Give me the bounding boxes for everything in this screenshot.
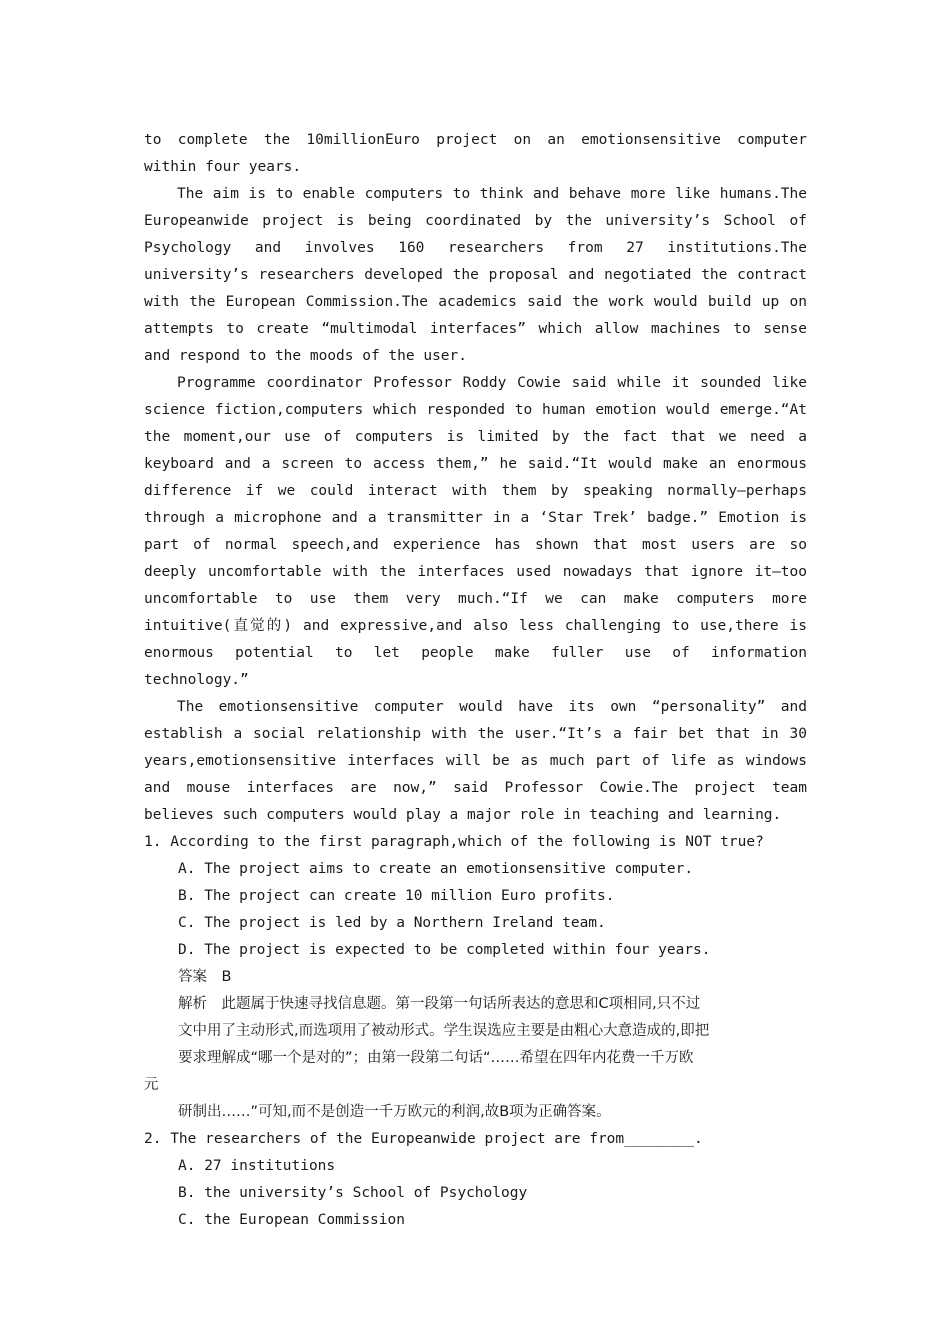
question-2-option-b: B. the university’s School of Psychology <box>178 1185 528 1201</box>
question-1-explanation-line-2: 文中用了主动形式,而选项用了被动形式。学生误选应主要是由粗心大意造成的,即把 <box>178 1023 710 1039</box>
question-1-explanation-line-3: 要求理解成“哪一个是对的”；由第一段第二句话“……希望在四年内花费一千万欧 <box>178 1050 694 1066</box>
question-2-option-c: C. the European Commission <box>178 1212 405 1228</box>
question-2-stem: 2. The researchers of the Europeanwide project are from________. <box>144 1131 703 1147</box>
passage-paragraph-3: The emotionsensitive computer would have its own “personality” and establish a social relationship with the user.“It’s a fair bet that in 30 years,emotionsensitive interfaces will be as much part of life as windows and mouse interfaces are now,” said Professor Cowie.The project team believes such computers would play a major role in teaching and learning. <box>144 699 807 823</box>
question-1 <box>144 829 807 1126</box>
question-1-explanation-line-5: 研制出……”可知,而不是创造一千万欧元的利润,故B项为正确答案。 <box>178 1104 611 1120</box>
question-1-explanation-line-1: 解析 此题属于快速寻找信息题。第一段第一句话所表达的意思和C项相同,只不过 <box>178 996 701 1012</box>
question-1-option-d: D. The project is expected to be completed within four years. <box>178 942 711 958</box>
document-body <box>144 127 807 1234</box>
question-1-option-a: A. The project aims to create an emotionsensitive computer. <box>178 861 694 877</box>
question-2 <box>144 1126 807 1234</box>
question-1-answer: 答案 B <box>178 969 232 985</box>
passage-paragraph-2: Programme coordinator Professor Roddy Cowie said while it sounded like science fiction,computers which responded to human emotion would emerge.“At the moment,our use of computers is limited by the fact that we need a keyboard and a screen to access them,” he said.“It would make an enormous difference if we could interact with them by speaking normally—perhaps through a microphone and a transmitter in a ‘Star Trek’ badge.” Emotion is part of normal speech,and experience has shown that most users are so deeply uncomfortable with the interfaces used nowadays that ignore it—too uncomfortable to use them very much.“If we can make computers more intuitive(直觉的) and expressive,and also less challenging to use,there is enormous potential to let people make fuller use of information technology.” <box>144 375 807 688</box>
question-1-option-b: B. The project can create 10 million Euro profits. <box>178 888 615 904</box>
question-1-explanation-line-4: 元 <box>144 1077 159 1093</box>
passage-paragraph-1: The aim is to enable computers to think and behave more like humans.The Europeanwide project is being coordinated by the university’s School of Psychology and involves 160 researchers from 27 institutions.The university’s researchers developed the proposal and negotiated the contract with the European Commission.The academics said the work would build up on attempts to create “multimodal interfaces” which allow machines to sense and respond to the moods of the user. <box>144 186 807 364</box>
question-1-stem: 1. According to the first paragraph,which of the following is NOT true? <box>144 834 764 850</box>
question-1-option-c: C. The project is led by a Northern Ireland team. <box>178 915 606 931</box>
passage-paragraph-0: to complete the 10millionEuro project on an emotionsensitive computer within four years. <box>144 132 807 175</box>
question-2-option-a: A. 27 institutions <box>178 1158 336 1174</box>
